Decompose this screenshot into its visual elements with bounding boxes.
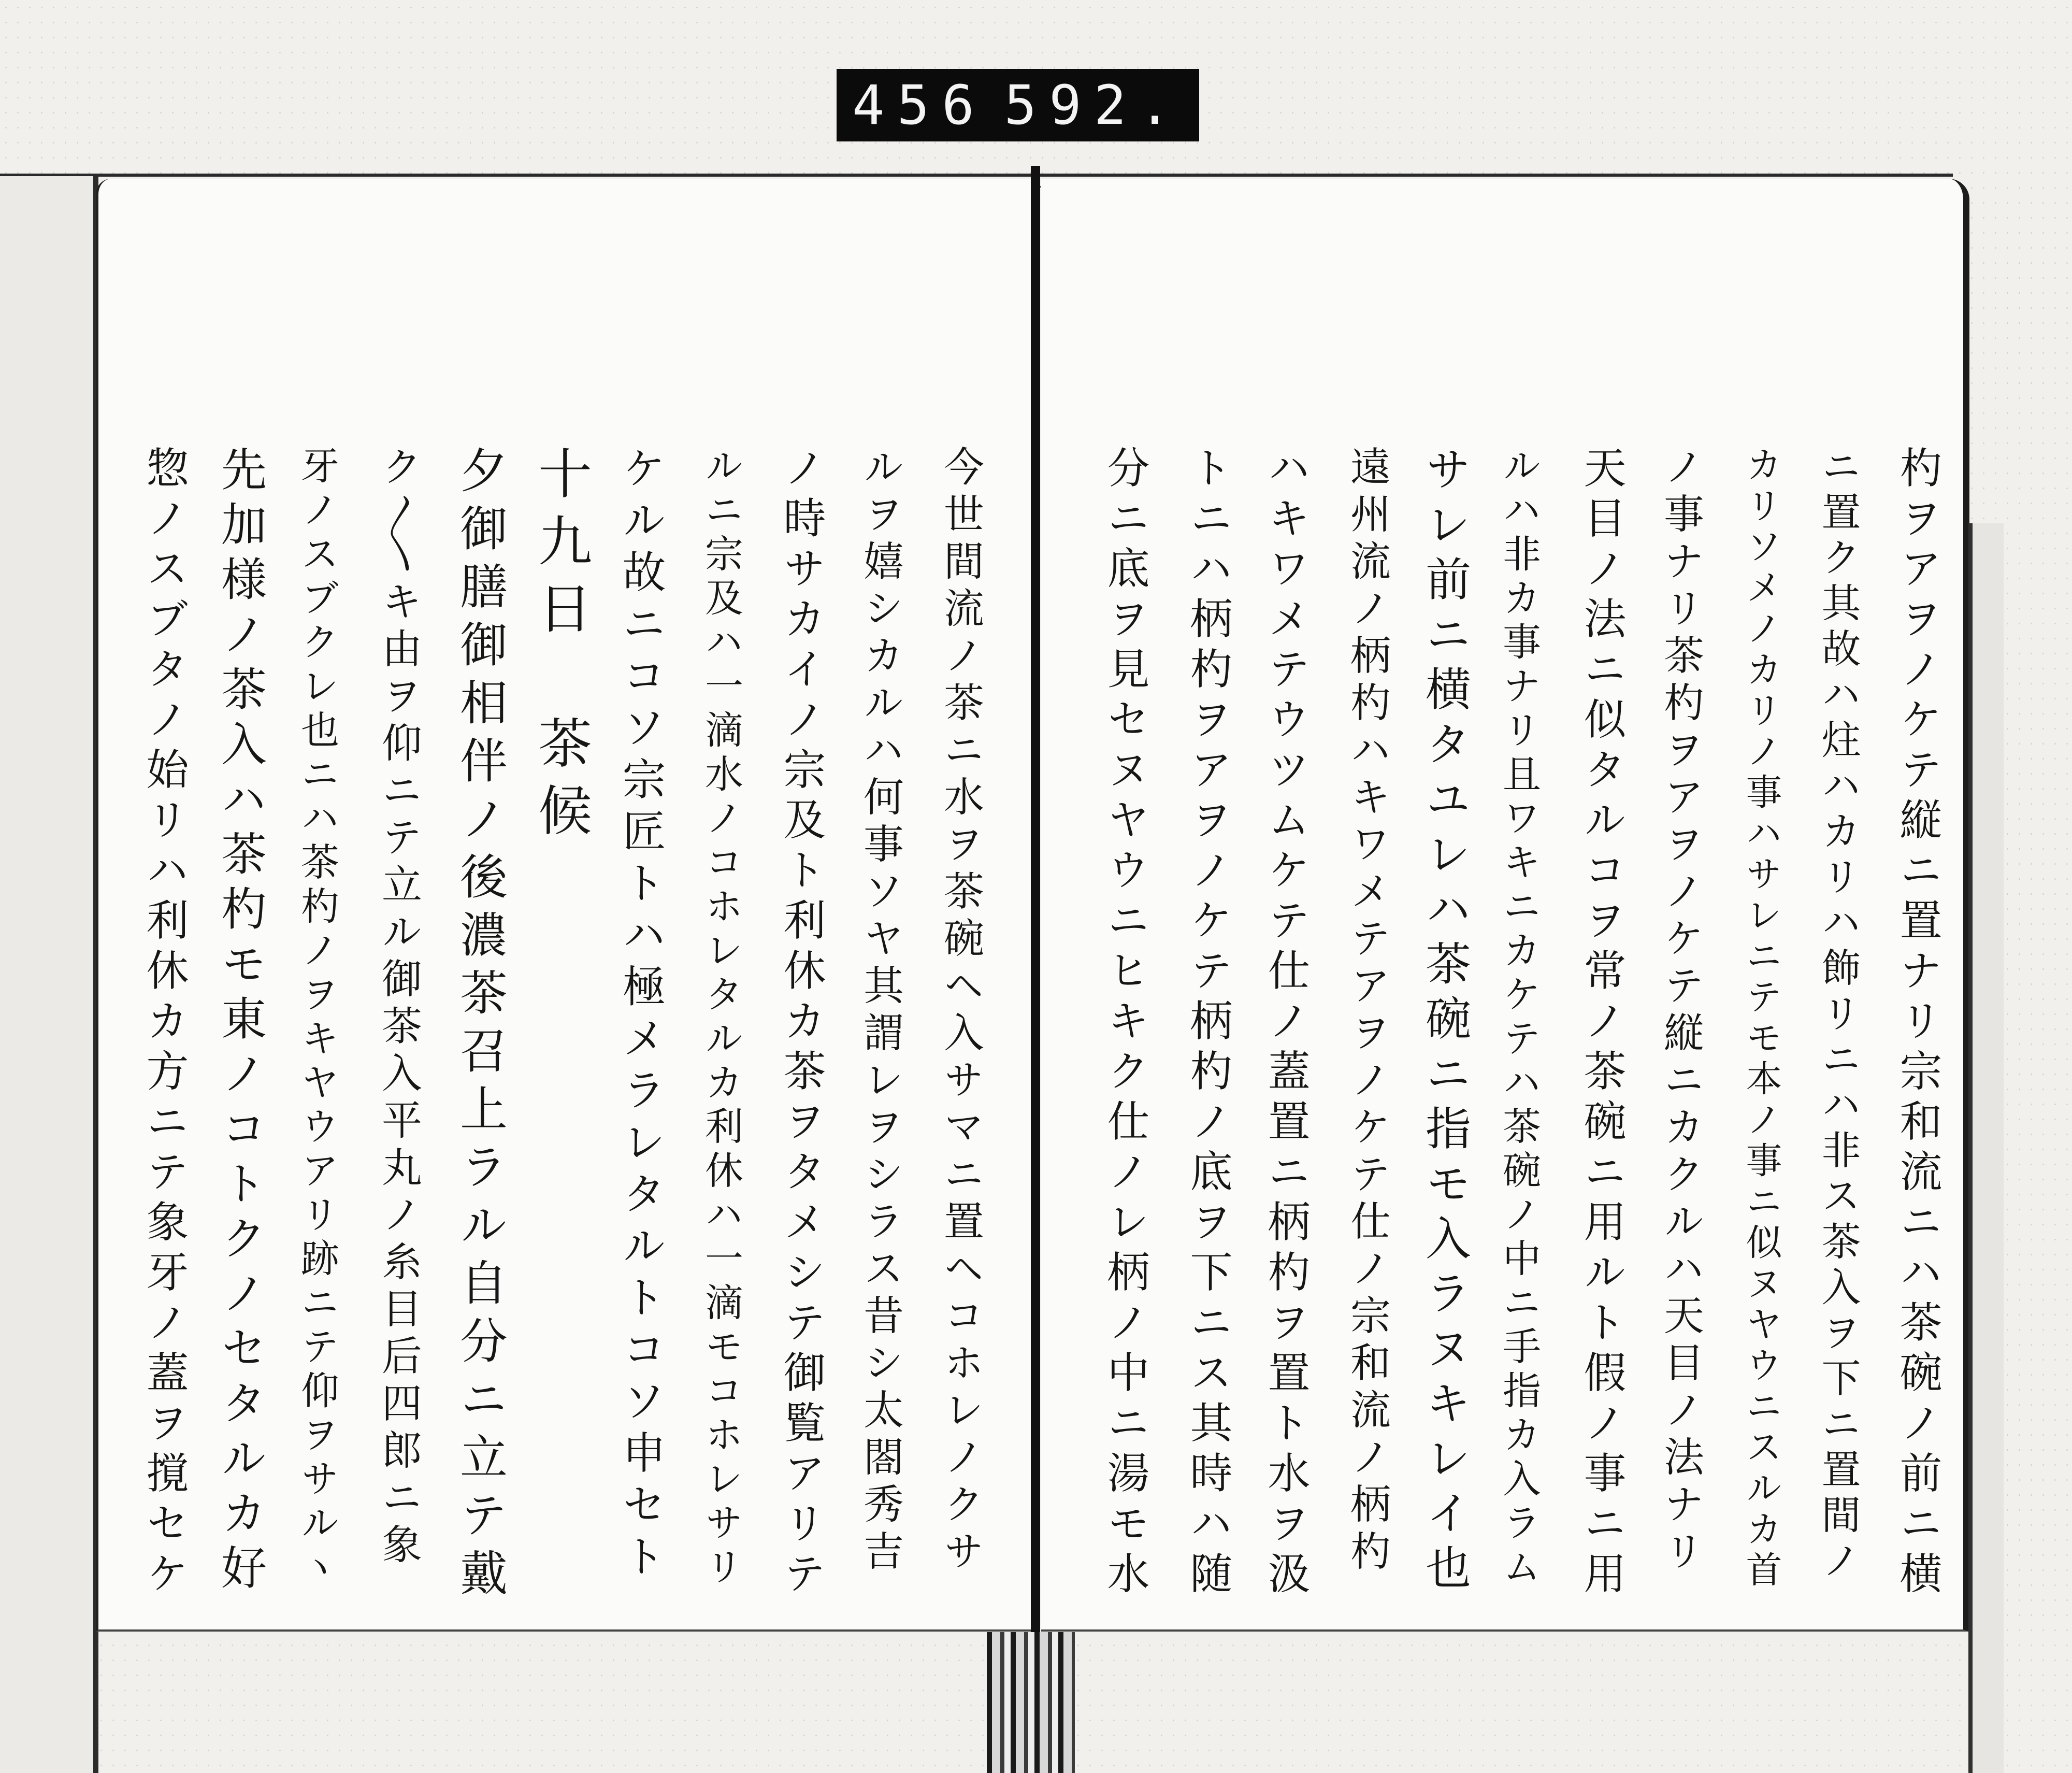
right-page-column-6: ルハ非カ事ナリ且ワキニカケテハ茶碗ノ中ニ手指カ入ラム	[1497, 446, 1541, 1591]
right-cover-edge	[1968, 523, 2004, 1773]
left-page-column-7: 夕御膳御相伴ノ後濃茶召上ラル自分ニ立テ戴	[452, 446, 508, 1606]
right-page-column-5: 天目ノ法ニ似タルコヲ常ノ茶碗ニ用ルト假ノ事ニ用	[1577, 446, 1626, 1602]
archive-number-label	[837, 69, 1199, 141]
binding-spine	[987, 1632, 1075, 1773]
right-page-column-3: カリソメノカリノ事ハサレニテモ本ノ事ニ似ヌヤウニスルカ首	[1740, 446, 1782, 1592]
right-page-column-11: 分ニ底ヲ見セヌヤウニヒキク仕ノレ柄ノ中ニ湯モ水	[1100, 446, 1149, 1602]
left-page-column-4: ルニ宗及ハ一滴水ノコホレタルカ利休ハ一滴モコホレサリ	[699, 446, 743, 1591]
left-page-column-11: 惣ノスブタノ始リハ利休カ方ニテ象牙ノ蓋ヲ撹セケ	[139, 446, 189, 1602]
label-left-number: 456	[852, 74, 987, 137]
right-page-column-7: サレ前ニ横タユレハ茶碗ニ指モ入ラヌキレイ也	[1418, 446, 1472, 1599]
right-page-column-1: 杓ヲアヲノケテ縦ニ置ナリ宗和流ニハ茶碗ノ前ニ横	[1893, 446, 1942, 1602]
left-page-column-6-date-heading: 十九日 茶候	[529, 446, 592, 850]
left-page-column-9: 牙ノスブクレ也ニハ茶杓ノヲキヤウアリ跡ニテ仰ヲサルヽ	[295, 446, 339, 1591]
book-gutter	[1031, 166, 1040, 1773]
left-page-column-8: ク〳〵キ由ヲ仰ニテ立ル御茶入平丸ノ糸目后四郎ニ象	[375, 446, 422, 1570]
right-page-column-4: ノ事ナリ茶杓ヲアヲノケテ縦ニカクルハ天目ノ法ナリ	[1657, 446, 1704, 1577]
left-page-column-2: ルヲ嬉シカルハ何事ソヤ其謂レヲシラス昔シ太閤秀吉	[857, 446, 903, 1577]
right-page-column-2: ニ置ク其故ハ炷ハカリハ飾リニハ非ス茶入ヲ下ニ置間ノ	[1815, 446, 1861, 1585]
left-page-column-5: ケル故ニコソ宗匠トハ極メラレタルトコソ申セト	[615, 446, 666, 1585]
label-right-number: 592.	[1004, 74, 1184, 137]
right-page-column-10: トニハ柄杓ヲアヲノケテ柄杓ノ底ヲ下ニス其時ハ随	[1183, 446, 1232, 1602]
right-page-column-9: ハキワメテウツムケテ仕ノ蓋置ニ柄杓ヲ置ト水ヲ汲	[1261, 446, 1310, 1602]
right-page-column-8: 遠州流ノ柄杓ハキワメテアヲノケテ仕ノ宗和流ノ柄杓	[1344, 446, 1390, 1577]
left-cover-edge	[0, 176, 98, 1773]
left-page-column-1: 今世間流ノ茶ニ水ヲ茶碗ヘ入サマニ置ヘコホレノクサ	[937, 446, 984, 1577]
left-page-column-3: ノ時サカイノ宗及ト利休カ茶ヲタメシテ御覧アリテ	[776, 446, 826, 1602]
left-page-column-10: 先加様ノ茶入ハ茶杓モ東ノコトクノセタルカ好	[214, 446, 267, 1599]
